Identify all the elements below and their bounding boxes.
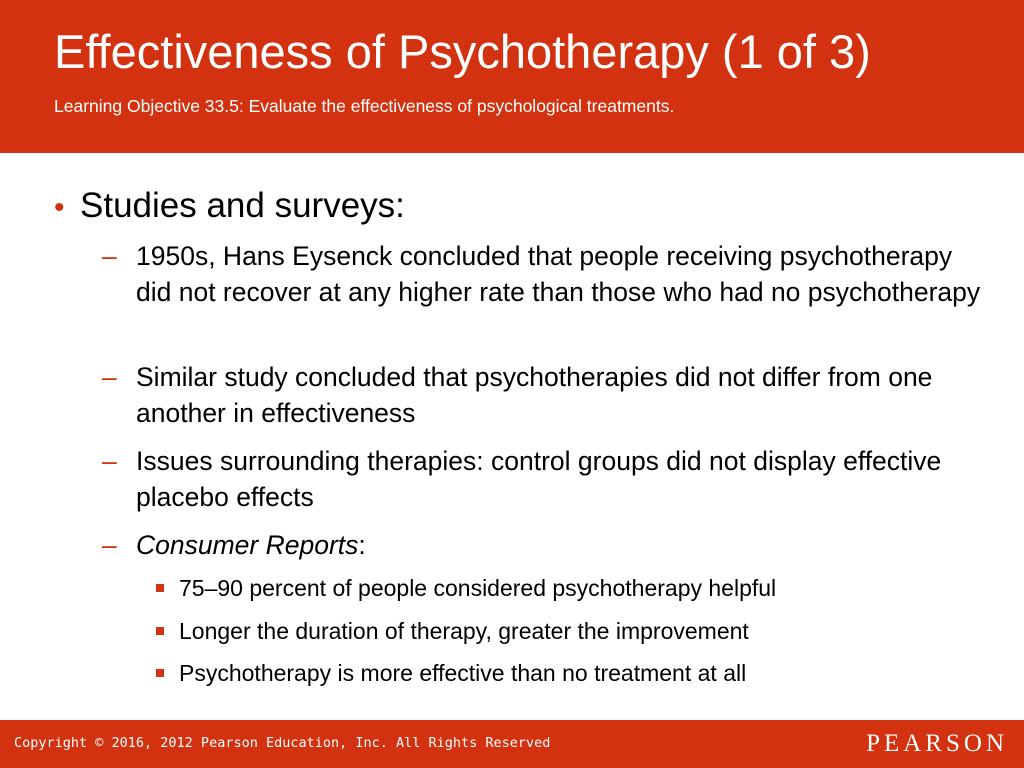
sub-bullet-text: Issues surrounding therapies: control groups did not display effective placebo effects [136,446,942,512]
sub-bullet [102,443,982,515]
sub-bullet-text: 1950s, Hans Eysenck concluded that people receiving psychotherapy did not recover at any higher rate than those who had no psychotherapy [136,241,981,307]
sub-bullet-consumer-reports [102,527,982,563]
dash-icon: – [102,530,117,560]
square-bullet-text: 75–90 percent of people considered psychotherapy helpful [179,575,777,601]
square-bullet [156,573,776,603]
slide-title: Effectiveness of Psychotherapy (1 of 3) [54,25,871,78]
square-bullet-icon [156,627,164,635]
square-bullet-icon [156,669,164,677]
dash-icon: – [102,241,117,271]
learning-objective: Learning Objective 33.5: Evaluate the effectiveness of psychological treatments. [54,96,675,116]
square-bullet [156,658,746,688]
slide-header [0,0,1024,153]
square-bullet-icon [156,584,164,592]
copyright-notice: Copyright © 2016, 2012 Pearson Education, Inc. All Rights Reserved [14,735,551,751]
square-bullet-text: Longer the duration of therapy, greater the improvement [179,618,749,644]
sub-bullet [102,359,982,431]
main-bullet [54,186,405,228]
consumer-reports-colon: : [358,530,366,560]
square-bullet [156,616,749,646]
main-bullet-text: Studies and surveys: [80,186,405,225]
sub-bullet [102,238,982,310]
bullet-icon: • [54,191,65,224]
dash-icon: – [102,362,117,392]
consumer-reports-label [136,527,982,563]
dash-icon: – [102,446,117,476]
sub-bullet-text: Similar study concluded that psychotherapies did not differ from one another in effectiveness [136,362,933,428]
pearson-logo: PEARSON [866,730,1008,757]
slide-footer [0,720,1024,768]
consumer-reports-title: Consumer Reports [136,530,359,560]
square-bullet-text: Psychotherapy is more effective than no treatment at all [179,660,747,686]
